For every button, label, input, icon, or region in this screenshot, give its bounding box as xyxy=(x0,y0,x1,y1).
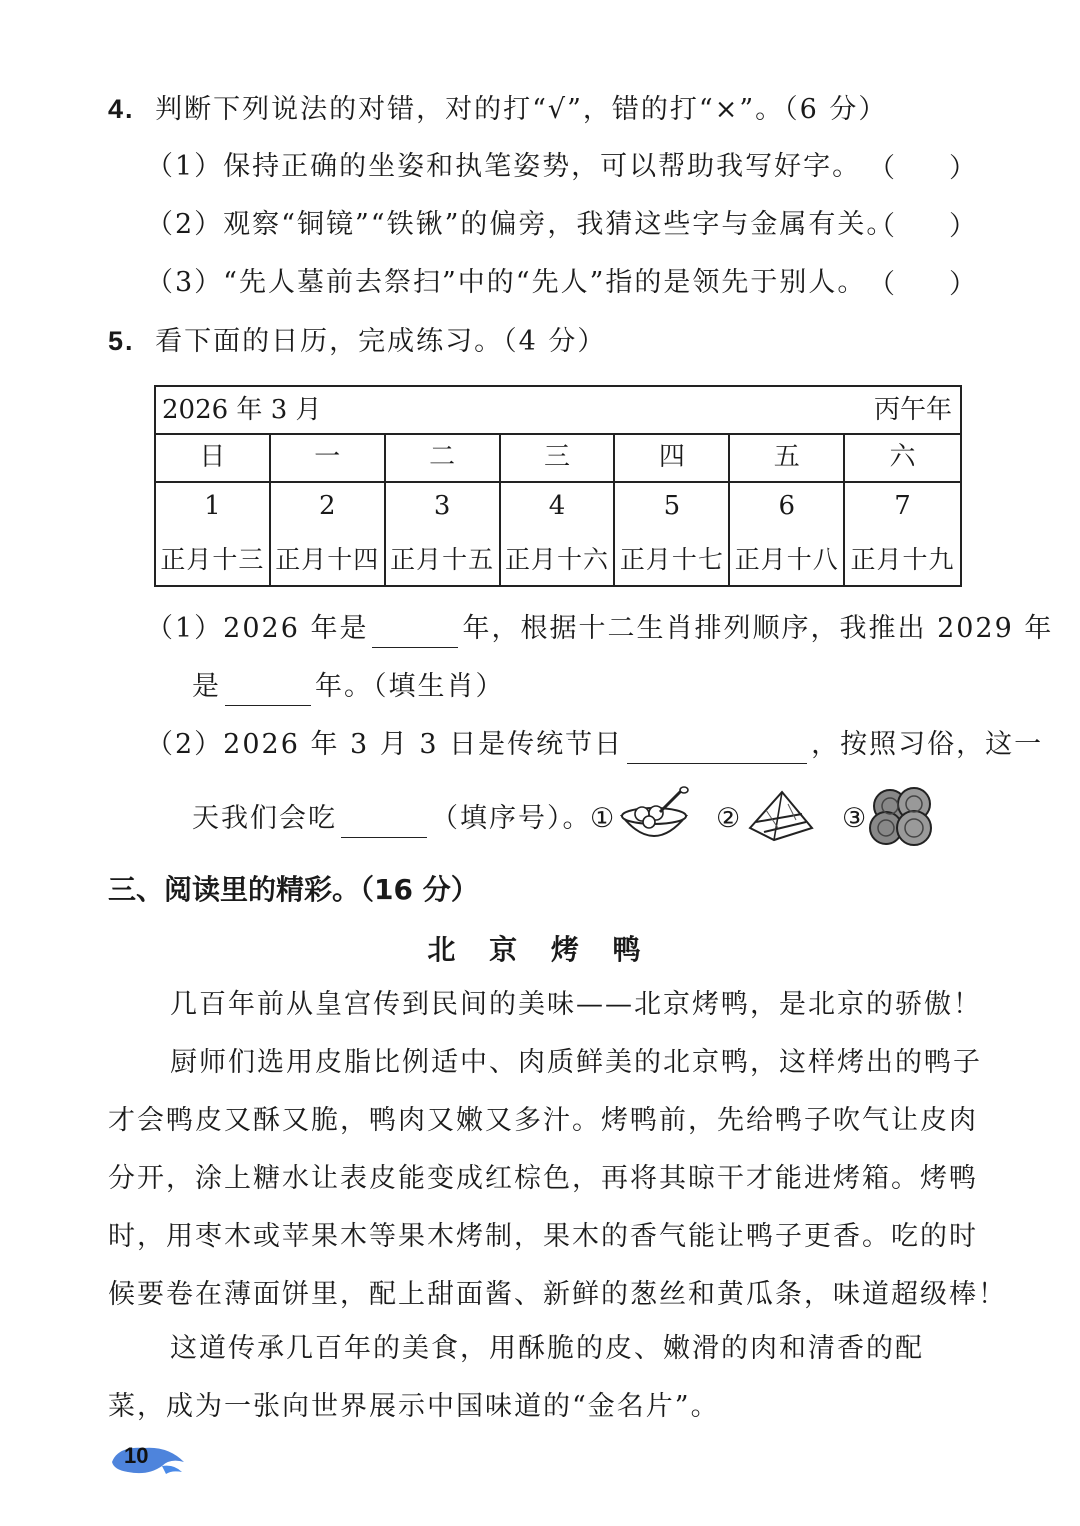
q4-prompt-line xyxy=(108,90,887,129)
q4-number: 4. xyxy=(108,94,135,124)
q5-sub1-b: 年，根据十二生肖排列顺序，我推出 2029 年 xyxy=(462,613,1054,644)
calendar-grid xyxy=(156,433,960,585)
page-number: 10 xyxy=(124,1443,149,1468)
q5-number: 5. xyxy=(108,326,135,356)
lunar-date: 正月十八 xyxy=(734,545,839,574)
q5-sub2-line2 xyxy=(192,800,592,838)
article-line-4: 分开，涂上糖水让表皮能变成红棕色，再将其晾干才能进烤箱。烤鸭 xyxy=(108,1163,978,1194)
q4-item-1-text: （1）保持正确的坐姿和执笔姿势，可以帮助我写好字。 xyxy=(146,151,862,182)
q5-sub1-line2 xyxy=(192,668,505,706)
food-choice-blank[interactable] xyxy=(341,807,427,838)
weekday-sun: 日 xyxy=(156,433,271,483)
weekday-mon: 一 xyxy=(271,433,386,483)
zodiac-2029-blank[interactable] xyxy=(225,675,311,706)
section-3-heading: 三、阅读里的精彩。（16 分） xyxy=(108,873,479,906)
article-line-6: 候要卷在薄面饼里，配上甜面酱、新鲜的葱丝和黄瓜条，味道超级棒！ xyxy=(108,1279,1007,1310)
lunar-date: 正月十四 xyxy=(275,545,380,574)
calendar-table xyxy=(154,385,962,587)
weekday-tue: 二 xyxy=(386,433,501,483)
lunar-date: 正月十五 xyxy=(390,545,495,574)
q4-item-3-text: （3）“先人墓前去祭扫”中的“先人”指的是领先于别人。 xyxy=(146,267,867,298)
day-number: 6 xyxy=(778,491,795,521)
article-line-2: 厨师们选用皮脂比例适中、肉质鲜美的北京鸭，这样烤出的鸭子 xyxy=(170,1047,982,1078)
article-line-7: 这道传承几百年的美食，用酥脆的皮、嫩滑的肉和清香的配 xyxy=(170,1333,924,1364)
mooncake-icon[interactable] xyxy=(864,782,940,850)
day-number: 1 xyxy=(204,491,221,521)
tangyuan-bowl-icon[interactable] xyxy=(618,786,690,850)
option-3-label: ③ xyxy=(842,803,869,834)
q4-item-1 xyxy=(146,148,861,186)
day-number: 7 xyxy=(894,491,911,521)
weekday-fri: 五 xyxy=(730,433,845,483)
lunar-date: 正月十七 xyxy=(619,545,724,574)
option-1-label: ① xyxy=(590,803,617,834)
q5-sub2-line1 xyxy=(146,726,1043,764)
day-number: 4 xyxy=(548,491,566,521)
q5-sub1-d: 年。（填生肖） xyxy=(315,671,505,702)
q4-answer-2[interactable]: （ ） xyxy=(868,211,976,242)
q5-sub1-line1 xyxy=(146,610,1053,648)
calendar-month: 2026 年 3 月 xyxy=(162,395,322,425)
article-title: 北 京 烤 鸭 xyxy=(427,933,653,966)
q5-prompt-line xyxy=(108,322,606,361)
q5-sub1-a: （1）2026 年是 xyxy=(146,613,369,644)
zodiac-2026-blank[interactable] xyxy=(372,617,458,648)
q4-item-2-text: （2）观察“铜镜”“铁锹”的偏旁，我猜这些字与金属有关。 xyxy=(146,209,896,240)
day-number: 3 xyxy=(433,491,451,521)
calendar-day xyxy=(730,483,845,585)
calendar-day xyxy=(386,483,501,585)
q5-prompt: 看下面的日历，完成练习。（4 分） xyxy=(155,326,607,357)
calendar-ganzhi: 丙午年 xyxy=(873,395,952,425)
article-line-8: 菜，成为一张向世界展示中国味道的“金名片”。 xyxy=(108,1391,720,1422)
day-number: 5 xyxy=(663,491,681,521)
article-line-5: 时，用枣木或苹果木等果木烤制，果木的香气能让鸭子更香。吃的时 xyxy=(108,1221,978,1252)
q5-sub1-c: 是 xyxy=(192,671,221,702)
q4-item-2 xyxy=(146,206,895,244)
calendar-day xyxy=(156,483,271,585)
q5-sub2-a: （2）2026 年 3 月 3 日是传统节日 xyxy=(146,729,624,760)
article-line-1: 几百年前从皇宫传到民间的美味——北京烤鸭，是北京的骄傲！ xyxy=(170,989,982,1020)
q4-answer-1[interactable]: （ ） xyxy=(868,153,976,184)
lunar-date: 正月十三 xyxy=(160,545,265,574)
q5-sub2-b: ，按照习俗，这一 xyxy=(811,729,1044,760)
lunar-date: 正月十六 xyxy=(504,545,609,574)
q4-item-3 xyxy=(146,264,866,302)
article-line-3: 才会鸭皮又酥又脆，鸭肉又嫩又多汁。烤鸭前，先给鸭子吹气让皮肉 xyxy=(108,1105,978,1136)
weekday-sat: 六 xyxy=(845,433,960,483)
weekday-thu: 四 xyxy=(615,433,730,483)
calendar-day xyxy=(271,483,386,585)
q5-sub2-d: （填序号）。 xyxy=(431,803,592,834)
day-number: 2 xyxy=(319,491,336,521)
weekday-wed: 三 xyxy=(501,433,616,483)
zongzi-icon[interactable] xyxy=(744,788,816,844)
lunar-date: 正月十九 xyxy=(850,545,955,574)
q4-answer-3[interactable]: （ ） xyxy=(868,269,976,300)
q5-sub2-c: 天我们会吃 xyxy=(192,803,337,834)
calendar-header xyxy=(156,387,960,435)
calendar-day xyxy=(615,483,730,585)
festival-blank[interactable] xyxy=(627,733,807,764)
calendar-day xyxy=(501,483,616,585)
calendar-day xyxy=(845,483,960,585)
q4-prompt: 判断下列说法的对错，对的打“√”，错的打“×”。（6 分） xyxy=(155,94,888,125)
option-2-label: ② xyxy=(716,803,743,834)
